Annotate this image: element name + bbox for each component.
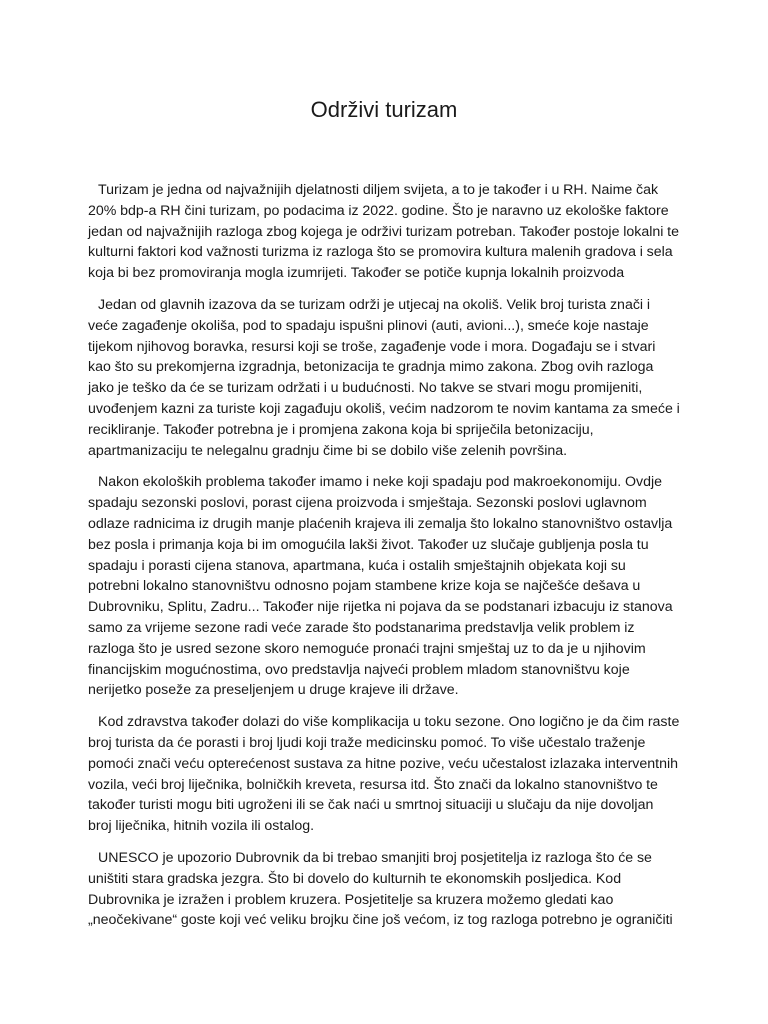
paragraph-unesco: UNESCO je upozorio Dubrovnik da bi trebao smanjiti broj posjetitelja iz razloga što će se uništiti stara gradska jezgra. Što bi dovelo do kulturnih te ekonomskih posljedica. Kod Dubrovnika je izražen i problem kruzera. Posjetitelje sa kruzera možemo gledati kao „neočekivane“ goste koji već veliku brojku čine još većom, iz tog razloga potrebno je ograničiti [88,849,673,929]
paragraph-intro: Turizam je jedna od najvažnijih djelatnosti diljem svijeta, a to je također i u RH. Naime čak 20% bdp-a RH čini turizam, po podacima iz 2022. godine. Što je naravno uz ekološke faktore jedan od najvažnijih razloga zbog kojega je održivi turizam potreban. Također postoje lokalni te kulturni faktori kod važnosti turizma iz razloga što se promovira kultura malenih gradova i sela koja bi bez promoviranja mogla izumrijeti. Također se potiče kupnja lokalnih proizvoda [88,182,680,282]
document-body [88,180,680,942]
paragraph-environment: Jedan od glavnih izazova da se turizam održi je utjecaj na okoliš. Velik broj turista znači i veće zagađenje okoliša, pod to spadaju ispušni plinovi (auti, avioni...), smeće koje nastaje tijekom njihovog boravka, resursi koji se troše, zagađenje vode i mora. Događaju se i stvari kao što su prekomjerna izgradnja, betonizacija te gradnja mimo zakona. Zbog ovih razloga jako je teško da će se turizam održati i u budućnosti. No takve se stvari mogu promijeniti, uvođenjem kazni za turiste koji zagađuju okoliš, većim nadzorom te novim kantama za smeće i recikliranje. Također potrebna je i promjena zakona koja bi spriječila betonizaciju, apartmanizaciju te nelegalnu gradnju čime bi se dobilo više zelenih površina. [88,296,680,459]
paragraph-economy: Nakon ekoloških problema također imamo i neke koji spadaju pod makroekonomiju. Ovdje spadaju sezonski poslovi, porast cijena proizvoda i smještaja. Sezonski poslovi uglavnom odlaze radnicima iz drugih manje plaćenih krajeva ili zemalja što lokalno stanovništvo ostavlja bez posla i primanja koja bi im omogućila lakši život. Također uz slučaje gubljenja posla tu spadaju i porasti cijena stanova, apartmana, kuća i ostalih smještajnih objekata koji su potrebni lokalno stanovništvu odnosno pojam stambene krize koja se najčešće dešava u Dubrovniku, Splitu, Zadru... Također nije rijetka ni pojava da se podstanari izbacuju iz stanova samo za vrijeme sezone radi veće zarade što podstanarima predstavlja velik problem iz razloga što je usred sezone skoro nemoguće pronaći trajni smještaj uz to da je u njihovim financijskim mogućnostima, ovo predstavlja najveći problem mladom stanovništvu koje nerijetko poseže za preseljenjem u druge krajeve ili države. [88,474,673,699]
document-title: Održivi turizam [310,97,458,122]
paragraph-health: Kod zdravstva također dolazi do više komplikacija u toku sezone. Ono logično je da čim raste broj turista da će porasti i broj ljudi koji traže medicinsku pomoć. To više učestalo traženje pomoći znači veću opterećenost sustava za hitne pozive, veću učestalost izlazaka interventnih vozila, veći broj liječnika, bolničkih kreveta, resursa itd. Što znači da lokalno stanovništvo te također turisti mogu biti ugroženi ili se čak naći u smrtnoj situaciji u slučaju da nije dovoljan broj liječnika, hitnih vozila ili ostalog. [88,714,680,835]
